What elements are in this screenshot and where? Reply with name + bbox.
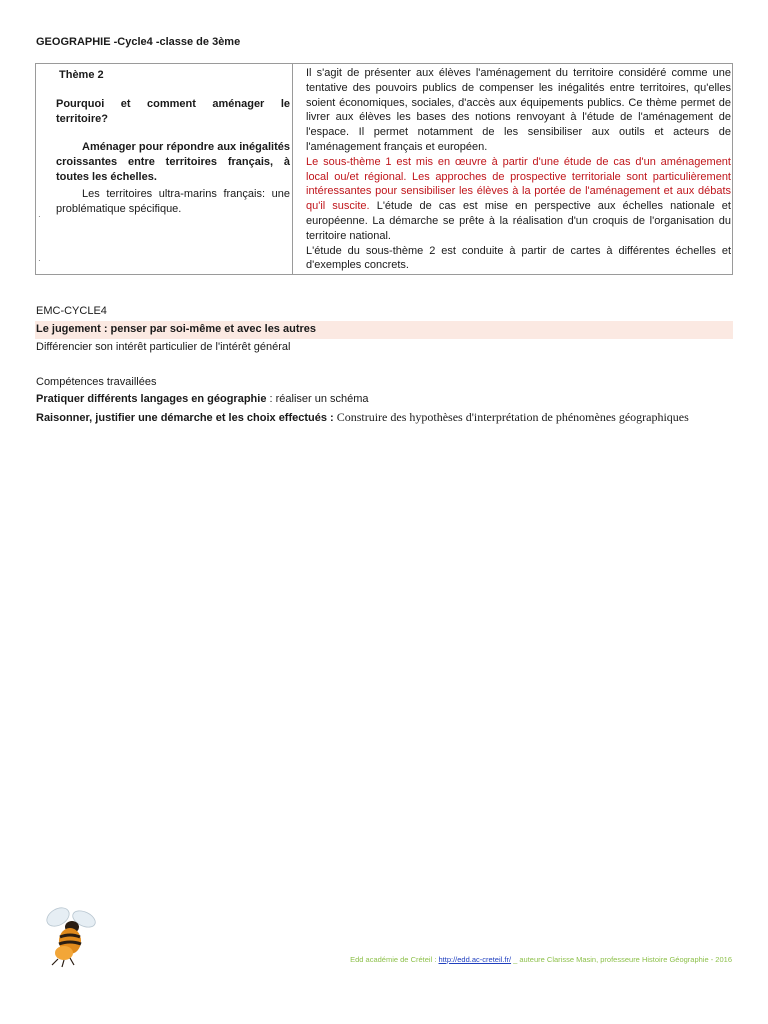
theme-row	[36, 64, 733, 275]
bee-icon	[40, 903, 102, 974]
theme-table	[35, 63, 733, 275]
competence-2-label: Raisonner, justifier une démarche et les choix effectués :	[36, 412, 334, 424]
red-highlight-text: Le sous-thème 1 est mis en œuvre à partir d'une étude de cas d'un aménagement local ou/et régional. Les approches de prospective territoriale sont particulièrement intéressantes pour sensibiliser les élèves à la portée de l'aménagement et aux débats qu'il suscite.	[306, 155, 731, 213]
competence-1-text: : réaliser un schéma	[266, 393, 369, 405]
footer-prefix: Edd académie de Créteil :	[350, 955, 439, 964]
bullet-marker: ·	[38, 212, 41, 221]
footer-link[interactable]: http://edd.ac-creteil.fr/	[438, 955, 512, 964]
theme-question: Pourquoi et comment aménager le territoire?	[56, 97, 290, 125]
subtheme-1: Aménager pour répondre aux inégalités croissantes entre territoires français, à toutes les échelles.	[56, 141, 290, 183]
bullet-marker: ·	[38, 256, 41, 265]
competence-item-1	[36, 393, 369, 405]
description-paragraph-2	[306, 155, 731, 244]
subtheme-2: Les territoires ultra-marins français: une problématique spécifique.	[56, 187, 290, 215]
competence-2-text: Construire des hypothèses d'interprétation de phénomènes géographiques	[333, 410, 689, 424]
theme-title: Thème 2	[59, 69, 104, 81]
footer-suffix: _ auteure Clarisse Masin, professeure Histoire Géographie - 2016	[511, 955, 732, 964]
paragraph-2-text: L'étude de cas est mise en perspective aux échelles nationale et européenne. La démarche se prête à la réalisation d'un croquis de l'organisation du territoire national.	[306, 200, 731, 242]
description-paragraph-1: Il s'agit de présenter aux élèves l'aménagement du territoire considéré comme une tentative des pouvoirs publics de compenser les inégalités entre territoires, qu'elles soient économiques, sociales, d'accès aux équipements publics. Ce thème permet de livrer aux élèves les bases des notions renvoyant à l'étude de l'aménagement de l'espace. Il permet notamment de les sensibiliser aux outils et acteurs de l'aménagement français et européen.	[306, 67, 731, 153]
emc-heading: EMC-CYCLE4	[36, 305, 107, 317]
emc-band-text: Le jugement : penser par soi-même et avec les autres	[36, 323, 317, 335]
emc-line: Différencier son intérêt particulier de l'intérêt général	[36, 341, 291, 353]
footer-credit	[350, 955, 732, 964]
competences-heading: Compétences travaillées	[36, 376, 157, 388]
page-title: GEOGRAPHIE -Cycle4 -classe de 3ème	[36, 36, 241, 48]
theme-left-cell	[36, 64, 293, 275]
description-paragraph-3: L'étude du sous-thème 2 est conduite à partir de cartes à différentes échelles et d'exemples concrets.	[306, 244, 731, 272]
competence-1-label: Pratiquer différents langages en géographie	[36, 393, 267, 405]
competence-item-2	[36, 410, 689, 425]
theme-description-cell	[293, 64, 733, 275]
